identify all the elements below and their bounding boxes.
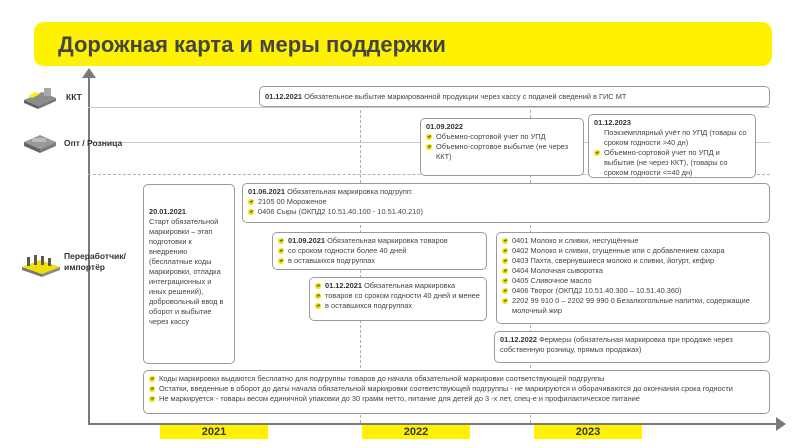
page-title: Дорожная карта и меры поддержки	[58, 32, 446, 57]
check-bullet-icon	[149, 386, 155, 392]
list-item: 2202 99 910 0 – 2202 99 990 0 Безалкогольные напитки, содержащие молочный жир	[502, 296, 764, 316]
check-bullet-icon	[315, 293, 321, 299]
timeline-axis-arrow-icon	[776, 417, 786, 431]
category-producer: Переработчик/ импортёр	[64, 251, 126, 272]
kkt-requirement-box	[259, 86, 770, 107]
list-item: 2105 00 Мороженое	[248, 197, 764, 207]
year-2023-label: 2023	[534, 425, 642, 439]
box-sep-2021: 01.09.2021 Обязательная маркировка товаров со сроком годности более 40 дней в оставшихся подгруппах	[272, 232, 487, 270]
list-item: 0404 Молочная сыворотка	[502, 266, 764, 276]
list-item: 0405 Сливочное масло	[502, 276, 764, 286]
list-item: со сроком годности более 40 дней	[278, 246, 481, 256]
check-bullet-icon	[248, 199, 254, 205]
list-item: товаров со сроком годности 40 дней и менее	[315, 291, 481, 301]
list-item: 0403 Пахта, свернувшиеся молоко и сливки, йогурт, кефир	[502, 256, 764, 266]
list-item: Объемно-сортовой учет по УПД	[426, 132, 578, 142]
list-item: Объемно-сортовое выбытие (не через ККТ)	[426, 142, 578, 162]
start-2021-box	[143, 184, 235, 364]
check-bullet-icon	[502, 258, 508, 264]
category-wholesale: Опт / Розница	[64, 138, 123, 148]
check-bullet-icon	[149, 376, 155, 382]
kkt-row-line	[88, 107, 770, 108]
box-dec-2021: 01.12.2021 Обязательная маркировка товаров со сроком годности 40 дней и менее в оставшихся подгруппах	[309, 277, 487, 321]
check-bullet-icon	[502, 288, 508, 294]
check-bullet-icon	[502, 238, 508, 244]
check-bullet-icon	[315, 303, 321, 309]
check-bullet-icon	[502, 248, 508, 254]
wholesale-2022-box	[420, 118, 584, 176]
warehouse-icon	[20, 130, 60, 154]
farmers-2022-box: 01.12.2022 Фермеры (обязательная маркировка при продаже через собственную розницу, прямых продажах)	[494, 331, 770, 363]
wholesale-2023-intro: Поэкземплярный учёт по УПД (товары со сроком годности >40 дн)	[604, 128, 747, 147]
kkt-text: Обязательное выбытие маркированной продукции через кассу с подачей сведений в ГИС МТ	[304, 92, 627, 101]
vertical-axis	[88, 74, 90, 424]
year-2021-label: 2021	[160, 425, 268, 439]
wholesale-2023-box	[588, 114, 756, 178]
check-bullet-icon	[315, 283, 321, 289]
check-bullet-icon	[149, 396, 155, 402]
factory-icon	[18, 252, 64, 278]
cash-register-icon	[20, 86, 60, 110]
check-bullet-icon	[594, 150, 600, 156]
list-item: в оставшихся подгруппах	[278, 256, 481, 266]
year-2022-label: 2022	[362, 425, 470, 439]
list-item: Объемно-сортовой учет по УПД и выбытие (не через ККТ), (товары со сроком годности <=40 дн)	[594, 148, 750, 178]
list-item: в оставшихся подгруппах	[315, 301, 481, 311]
check-bullet-icon	[278, 248, 284, 254]
support-measures-box	[143, 370, 770, 414]
check-bullet-icon	[278, 258, 284, 264]
check-bullet-icon	[502, 268, 508, 274]
check-bullet-icon	[502, 278, 508, 284]
vertical-axis-arrow-icon	[82, 68, 96, 78]
check-bullet-icon	[248, 209, 254, 215]
kkt-date: 01.12.2021	[265, 92, 302, 101]
check-bullet-icon	[278, 238, 284, 244]
check-bullet-icon	[426, 134, 432, 140]
list-item: 0402 Молоко и сливки, сгущенные или с добавлением сахара	[502, 246, 764, 256]
start-text: Старт обязательной маркировки – этап подготовки к внедрению (бесплатные коды маркировки, отладка интеграционных и иных решений), добровольный ввод в оборот и выбытие через кассу	[149, 217, 224, 326]
list-item: Остатки, введенные в оборот до даты начала обязательной маркировки соответствующей подгруппы - не маркируются и оборачиваются до окончания срока годности	[149, 384, 764, 394]
box-june-2021: 01.06.2021 Обязательная маркировка подгрупп: 2105 00 Мороженое 0406 Сыры (ОКПД2 10.51.40.100 - 10.51.40.210)	[242, 183, 770, 223]
list-item: 0406 Творог (ОКПД2 10.51.40.300 – 10.51.40.360)	[502, 286, 764, 296]
list-item: 0406 Сыры (ОКПД2 10.51.40.100 - 10.51.40.210)	[248, 207, 764, 217]
product-groups-box	[496, 232, 770, 324]
check-bullet-icon	[502, 298, 508, 304]
wholesale-2022-date: 01.09.2022	[426, 122, 463, 131]
check-bullet-icon	[426, 144, 432, 150]
list-item: Коды маркировки выдаются бесплатно для подгруппы товаров до начала обязательной маркировки соответствующей подгруппы	[149, 374, 764, 384]
category-kkt: ККТ	[66, 92, 82, 102]
list-item: Не маркируется - товары весом единичной упаковки до 30 грамм нетто, питание для детей до 3 -х лет, спец-е и профилактическое питание	[149, 394, 764, 404]
start-date: 20.01.2021	[149, 207, 186, 216]
wholesale-2023-date: 01.12.2023	[594, 118, 631, 127]
list-item: 0401 Молоко и сливки, несгущённые	[502, 236, 764, 246]
